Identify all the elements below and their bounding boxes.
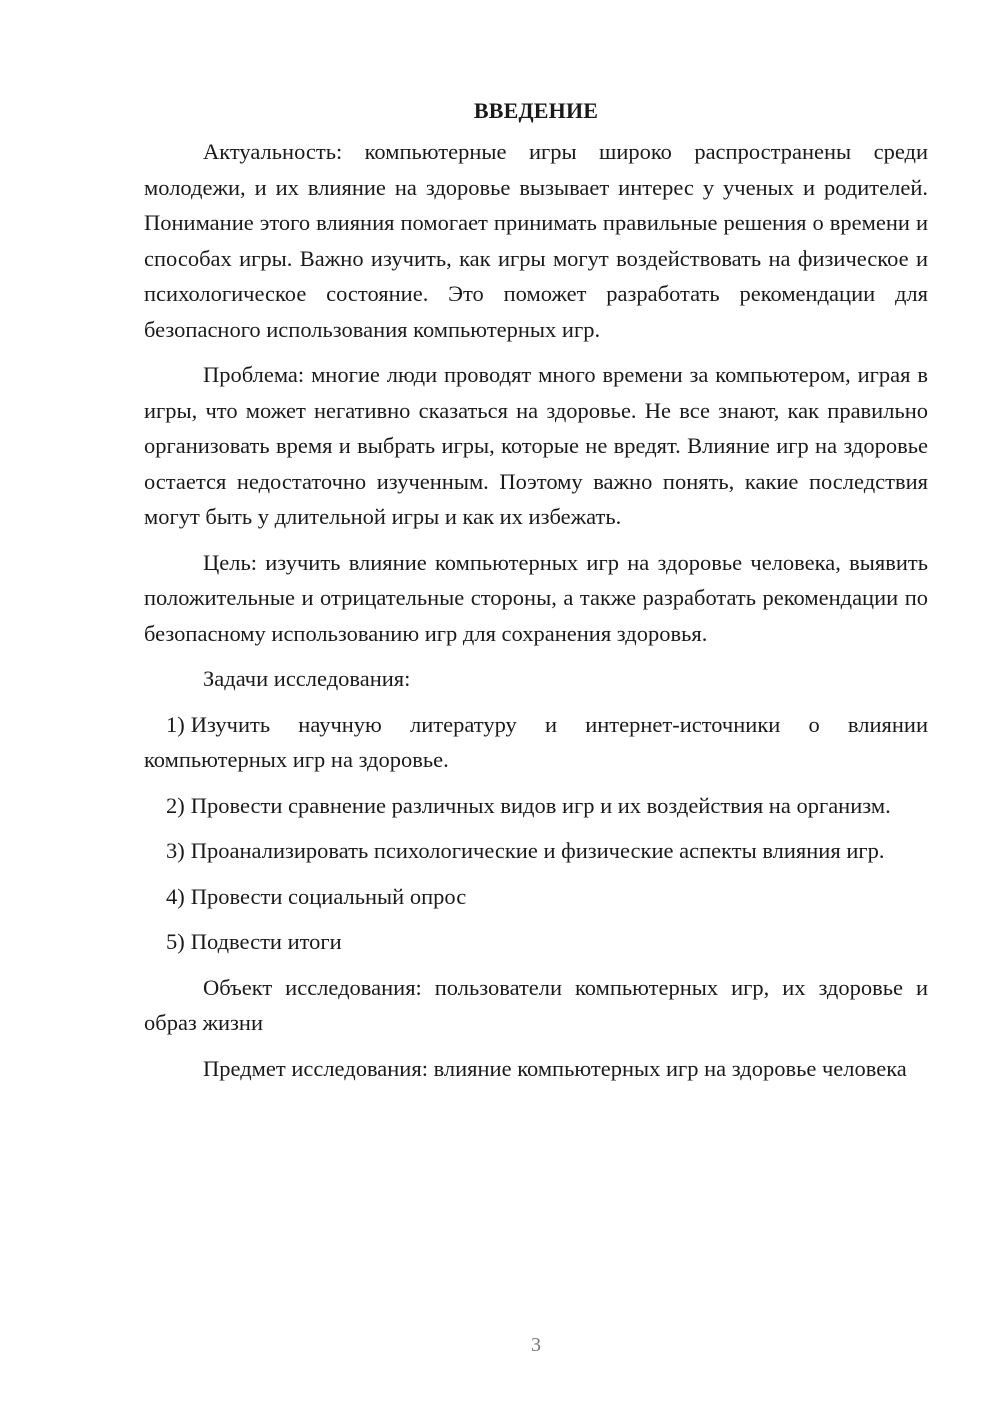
page-number: 3	[531, 1334, 541, 1356]
page-content	[144, 94, 928, 1096]
relevance-paragraph: Актуальность: компьютерные игры широко распространены среди молодежи, и их влияние на здоровье вызывает интерес у ученых и родителей. Понимание этого влияния помогает принимать правильные решения о времени и способах игры. Важно изучить, как игры могут воздействовать на физическое и психологическое состояние. Это поможет разработать рекомендации для безопасного использования компьютерных игр.	[144, 139, 928, 342]
goal-paragraph: Цель: изучить влияние компьютерных игр на здоровье человека, выявить положительные и отрицательные стороны, а также разработать рекомендации по безопасному использованию игр для сохранения здоровья.	[144, 549, 928, 646]
tasks-list	[144, 707, 928, 960]
list-item-text: Провести сравнение различных видов игр и их воздействия на организм.	[190, 792, 891, 818]
tasks-title: Задачи исследования:	[203, 666, 411, 691]
section-heading: ВВЕДЕНИЕ	[473, 98, 599, 123]
list-item-text: Подвести итоги	[190, 929, 342, 954]
subject-paragraph: Предмет исследования: влияние компьютерных игр на здоровье человека	[203, 1055, 907, 1081]
list-item-number: 4)	[166, 883, 185, 909]
list-item-text: Проанализировать психологические и физические аспекты влияния игр.	[190, 838, 885, 863]
object-paragraph: Объект исследования: пользователи компьютерных игр, их здоровье и образ жизни	[144, 974, 928, 1035]
list-item-number: 2)	[166, 792, 185, 818]
list-item-number: 1)	[166, 711, 185, 737]
list-item	[144, 707, 928, 778]
list-item-number: 5)	[166, 929, 185, 954]
list-item	[144, 788, 928, 824]
list-item	[144, 924, 928, 960]
problem-paragraph: Проблема: многие люди проводят много времени за компьютером, играя в игры, что может негативно сказаться на здоровье. Не все знают, как правильно организовать время и выбрать игры, которые не вредят. Влияние игр на здоровье остается недостаточно изученным. Поэтому важно понять, какие последствия могут быть у длительной игры и как их избежать.	[144, 362, 928, 529]
list-item	[144, 833, 928, 869]
list-item-text: Изучить научную литературу и интернет-источники о влиянии компьютерных игр на здоровье.	[144, 711, 928, 772]
list-item-text: Провести социальный опрос	[190, 883, 467, 909]
list-item	[144, 879, 928, 915]
list-item-number: 3)	[166, 838, 185, 863]
